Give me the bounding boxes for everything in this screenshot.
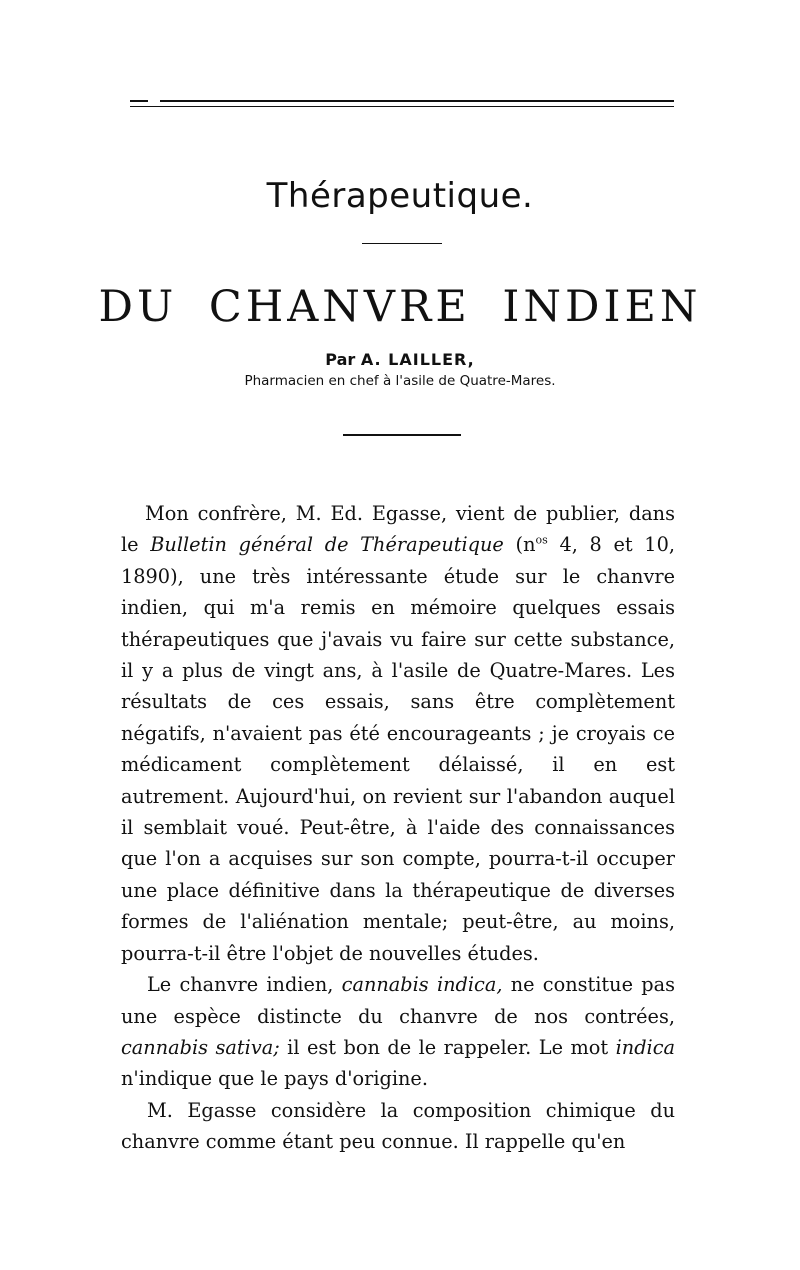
byline-divider (343, 434, 461, 436)
journal-title: Bulletin général de Thérapeutique (150, 533, 504, 557)
byline-prefix: Par (325, 350, 356, 369)
header-rule-short (130, 100, 148, 102)
paragraph-1 (121, 498, 675, 969)
paragraph-2-text-c: il est bon de le rappeler. Le mot (279, 1035, 616, 1059)
header-rule-thin (130, 106, 674, 107)
author-name: A. LAILLER, (360, 350, 475, 369)
article-body (121, 498, 675, 1158)
author-affiliation: Pharmacien en chef à l'asile de Quatre-Mares. (244, 373, 556, 389)
paragraph-3: M. Egasse considère la composition chimique du chanvre comme étant peu connue. Il rappelle qu'en (121, 1098, 675, 1154)
paragraph-2-text-d: n'indique que le pays d'origine. (121, 1067, 428, 1091)
byline (0, 350, 800, 369)
paragraph-1-text-b: (n (503, 533, 536, 557)
latin-term-sativa: cannabis sativa; (121, 1035, 280, 1059)
latin-word-indica: indica (615, 1035, 675, 1059)
paragraph-1-text-a: Mon confrère, M. Ed. Egasse, vient de publier, dans le (121, 502, 675, 557)
paragraph-2-text-a: Le chanvre indien, (147, 973, 342, 997)
header-rule-thick (160, 100, 674, 102)
paragraph-2 (121, 969, 675, 1095)
numero-superscript: os (535, 533, 548, 547)
title-divider (362, 243, 442, 244)
paragraph-1-text-c: 4, 8 et 10, 1890), une très intéressante étude sur le chanvre indien, qui m'a remis en mémoire quelques essais thérapeutiques que j'avais vu faire sur cette substance, il y a plus de vingt ans, à l'asile de Quatre-Mares. Les résultats de ces essais, sans être complètement négatifs, n'avaient pas été encourageants ; je croyais ce médicament complètement délaissé, il en est autrement. Aujourd'hui, on revient sur l'abandon auquel il semblait voué. Peut-être, à l'aide des connaissances que l'on a acquises sur son compte, pourra-t-il occuper une place définitive dans la thérapeutique de diverses formes de l'aliénation mentale; peut-être, au moins, pourra-t-il être l'objet de nouvelles études. (121, 533, 675, 965)
section-title: Thérapeutique. (266, 176, 534, 216)
paragraph-2-text-b: ne constitue pas une espèce distincte du chanvre de nos contrées, (121, 973, 675, 1028)
latin-term-indica: cannabis indica, (341, 973, 503, 997)
article-title: DU CHANVRE INDIEN (98, 282, 702, 332)
